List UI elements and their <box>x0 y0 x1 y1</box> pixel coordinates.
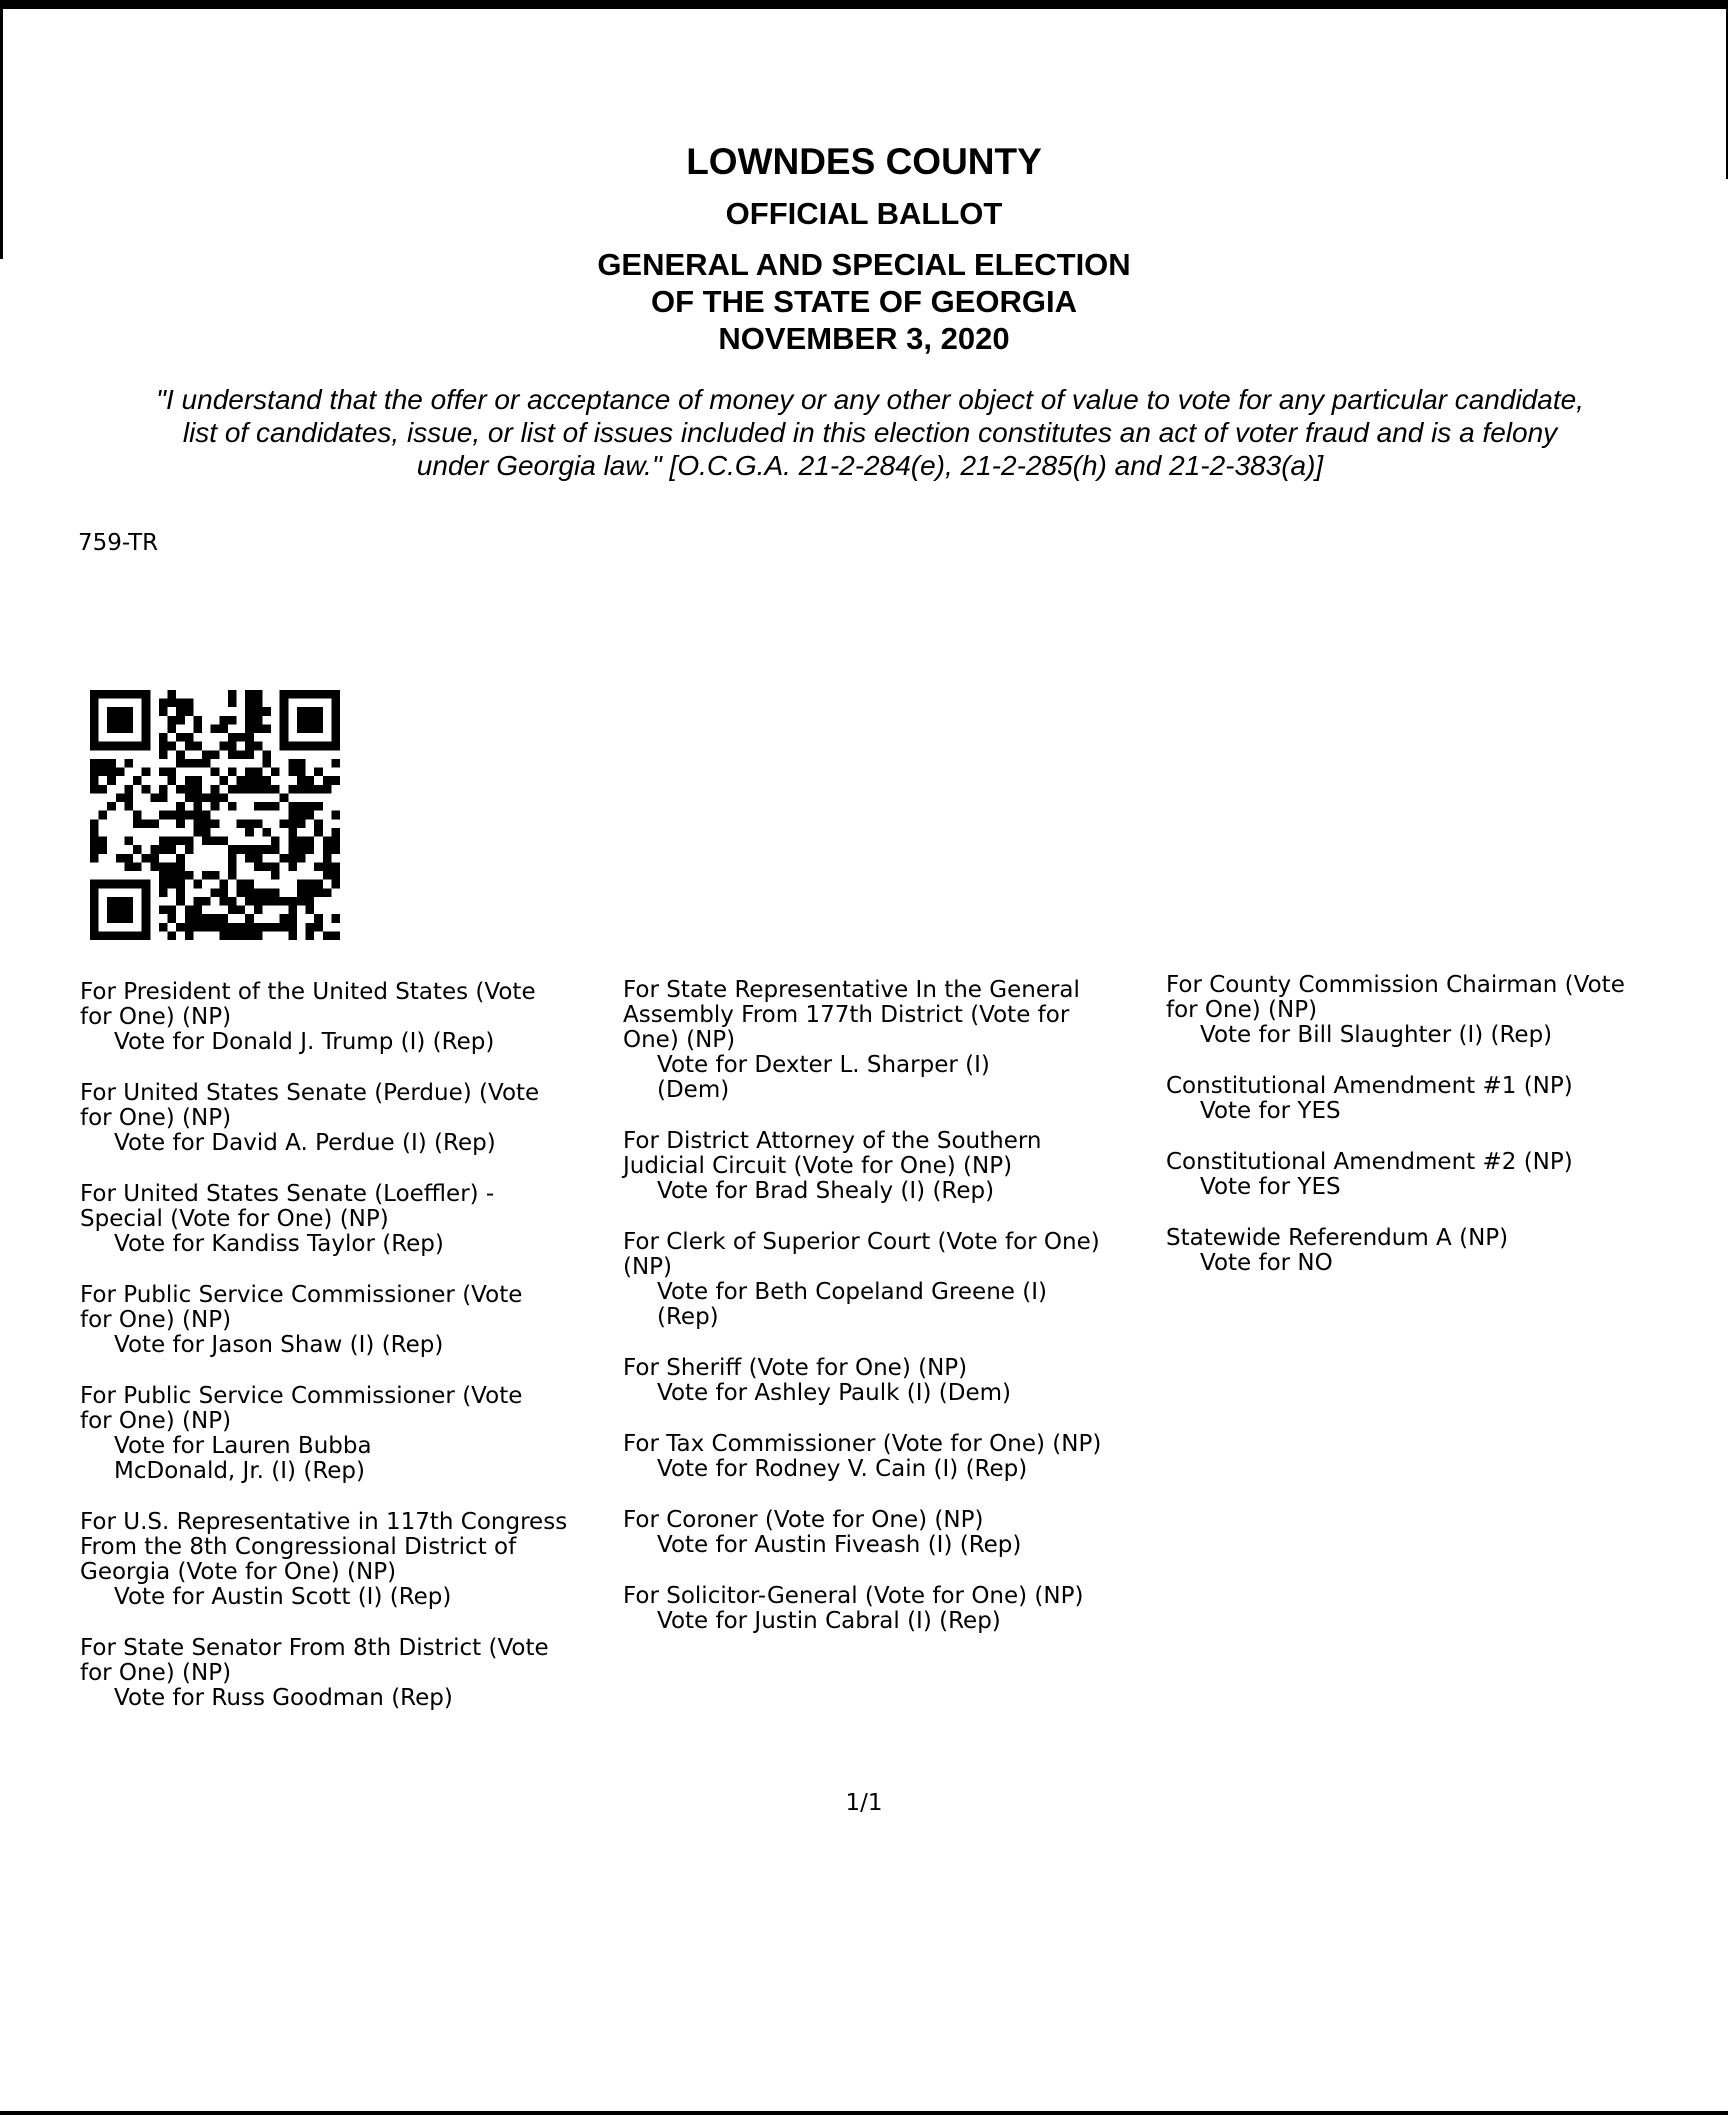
race-choice: Vote for Lauren Bubba McDonald, Jr. (I) (Rep) <box>114 1433 372 1484</box>
race-title: For Clerk of Superior Court (Vote for One) (NP) <box>623 1229 1100 1280</box>
race-psc-1 <box>80 1283 620 1358</box>
race-senate-loeffler <box>80 1182 620 1257</box>
race-amendment-2 <box>1166 1150 1711 1200</box>
race-title: For Coroner (Vote for One) (NP) <box>623 1507 984 1533</box>
race-title: For United States Senate (Perdue) (Vote for One) (NP) <box>80 1080 540 1131</box>
oath-line-2: list of candidates, issue, or list of issues included in this election constitutes an act of voter fraud and is a felony <box>182 417 1558 448</box>
qr-code-icon <box>78 690 352 940</box>
oath-line-3: under Georgia law." [O.C.G.A. 21-2-284(e), 21-2-285(h) and 21-2-383(a)] <box>416 450 1324 481</box>
race-choice: Vote for Russ Goodman (Rep) <box>114 1685 453 1711</box>
race-sheriff <box>623 1356 1168 1406</box>
race-title: For County Commission Chairman (Vote for One) (NP) <box>1166 972 1625 1023</box>
election-line-2: OF THE STATE OF GEORGIA <box>651 284 1077 319</box>
race-choice: Vote for Brad Shealy (I) (Rep) <box>657 1178 995 1204</box>
race-choice: Vote for Donald J. Trump (I) (Rep) <box>114 1029 495 1055</box>
ballot-style-code: 759-TR <box>78 530 159 556</box>
oath-line-1: "I understand that the offer or acceptance of money or any other object of value to vote for any particular candidate, <box>156 384 1584 415</box>
race-district-attorney <box>623 1129 1168 1204</box>
race-title: Constitutional Amendment #2 (NP) <box>1166 1149 1573 1175</box>
races-column-3 <box>1166 973 1711 1302</box>
race-title: For President of the United States (Vote for One) (NP) <box>80 979 536 1030</box>
county-title: LOWNDES COUNTY <box>686 141 1042 182</box>
race-choice: Vote for Bill Slaughter (I) (Rep) <box>1200 1022 1553 1048</box>
race-choice: Vote for Justin Cabral (I) (Rep) <box>657 1608 1001 1634</box>
race-coroner <box>623 1508 1168 1558</box>
race-title: For Public Service Commissioner (Vote for One) (NP) <box>80 1383 523 1434</box>
race-title: For State Representative In the General Assembly From 177th District (Vote for One) (NP) <box>623 977 1080 1053</box>
race-choice: Vote for David A. Perdue (I) (Rep) <box>114 1130 496 1156</box>
page-number: 1/1 <box>845 1790 883 1816</box>
race-clerk-superior-court <box>623 1230 1168 1330</box>
race-president <box>80 980 620 1055</box>
race-choice: Vote for Beth Copeland Greene (I) (Rep) <box>657 1279 1047 1330</box>
race-choice: Vote for Dexter L. Sharper (I) (Dem) <box>657 1052 990 1103</box>
voter-fraud-oath <box>70 383 1670 482</box>
race-title: For Public Service Commissioner (Vote for One) (NP) <box>80 1282 523 1333</box>
race-title: For District Attorney of the Southern Judicial Circuit (Vote for One) (NP) <box>623 1128 1042 1179</box>
race-title: Constitutional Amendment #1 (NP) <box>1166 1073 1573 1099</box>
races-column-2 <box>623 978 1168 1660</box>
race-choice: Vote for Ashley Paulk (I) (Dem) <box>657 1380 1011 1406</box>
ballot-type: OFFICIAL BALLOT <box>725 196 1003 231</box>
race-commission-chairman <box>1166 973 1711 1048</box>
race-state-senator <box>80 1636 620 1711</box>
election-line-1: GENERAL AND SPECIAL ELECTION <box>597 247 1131 282</box>
race-choice: Vote for YES <box>1200 1174 1341 1200</box>
race-choice: Vote for Austin Scott (I) (Rep) <box>114 1584 452 1610</box>
race-title: Statewide Referendum A (NP) <box>1166 1225 1509 1251</box>
scan-edge-bottom <box>0 2111 1728 2115</box>
race-title: For U.S. Representative in 117th Congress From the 8th Congressional District of Georgia (Vote for One) (NP) <box>80 1509 568 1585</box>
election-name <box>0 246 1728 357</box>
races-column-1 <box>80 980 620 1737</box>
race-choice: Vote for Rodney V. Cain (I) (Rep) <box>657 1456 1028 1482</box>
race-choice: Vote for NO <box>1200 1250 1333 1276</box>
race-choice: Vote for YES <box>1200 1098 1341 1124</box>
race-choice: Vote for Austin Fiveash (I) (Rep) <box>657 1532 1022 1558</box>
race-state-representative <box>623 978 1168 1103</box>
race-senate-perdue <box>80 1081 620 1156</box>
race-psc-2 <box>80 1384 620 1484</box>
ballot-header <box>0 138 1728 357</box>
scan-edge-top <box>0 0 1728 9</box>
race-choice: Vote for Jason Shaw (I) (Rep) <box>114 1332 444 1358</box>
race-title: For Sheriff (Vote for One) (NP) <box>623 1355 968 1381</box>
race-tax-commissioner <box>623 1432 1168 1482</box>
race-referendum-a <box>1166 1226 1711 1276</box>
race-title: For State Senator From 8th District (Vote for One) (NP) <box>80 1635 549 1686</box>
race-title: For Solicitor-General (Vote for One) (NP) <box>623 1583 1084 1609</box>
race-title: For United States Senate (Loeffler) - Special (Vote for One) (NP) <box>80 1181 495 1232</box>
race-solicitor-general <box>623 1584 1168 1634</box>
race-title: For Tax Commissioner (Vote for One) (NP) <box>623 1431 1102 1457</box>
election-date: NOVEMBER 3, 2020 <box>718 321 1010 356</box>
race-choice: Vote for Kandiss Taylor (Rep) <box>114 1231 444 1257</box>
race-amendment-1 <box>1166 1074 1711 1124</box>
race-us-representative <box>80 1510 620 1610</box>
